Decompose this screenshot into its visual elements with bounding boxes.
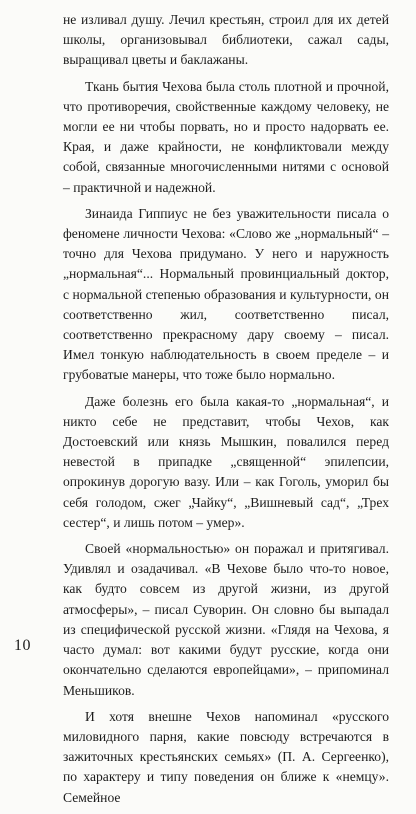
paragraph: не изливал душу. Лечил крестьян, строил для их детей школы, организовывал библиотеки, сажал сады, выращивал цветы и баклажаны.	[63, 12, 389, 68]
paragraph: Зинаида Гиппиус не без уважительности писала о феномене личности Чехова: «Слово же „нормальный“ – точно для Чехова придумано. У него и наружность „нормальная“... Нормальный провинциальный доктор, с нормальной степенью образования и культурности, он соответственно жил, соответственно писал, соответственно прекрасному дару своему – писал. Имел тонкую наблюдательность в своем пределе – и грубоватые манеры, что тоже было нормально.	[63, 205, 389, 383]
paragraph: Даже болезнь его была какая-то „нормальная“, и никто себе не представит, чтобы Чехов, как Достоевский или князь Мышкин, повалился перед невестой в припадке „священной“ эпилепсии, опрокинув дорогую вазу. Или – как Гоголь, уморил бы себя голодом, сжег „Чайку“, „Вишневый сад“, „Трех сестер“, и лишь потом – умер».	[63, 393, 389, 530]
paragraph: И хотя внешне Чехов напоминал «русского миловидного парня, какие повсюду встречаются в зажиточных крестьянских семьях» (П. А. Сергеенко), по характеру и типу поведения он ближе к «немцу». Семейное	[63, 708, 389, 805]
page-number: 10	[14, 637, 31, 654]
paragraph: Ткань бытия Чехова была столь плотной и прочной, что противоречия, свойственные каждому человеку, не могли ее ни чтобы порвать, но и просто надорвать ее. Края, и даже крайности, не конфликтовали между собой, связанные многочисленными нитями с основой – практичной и надежной.	[63, 78, 389, 195]
body-text	[63, 10, 389, 814]
paragraph: Своей «нормальностью» он поражал и притягивал. Удивлял и озадачивал. «В Чехове было что-то новое, как будто совсем из другой жизни, из другой атмосферы», – писал Суворин. Он словно бы выпадал из специфической русской жизни. «Глядя на Чехова, я часто думал: вот какими будут русские, когда они окончательно сделаются европейцами», – припоминал Меньшиков.	[63, 541, 389, 698]
